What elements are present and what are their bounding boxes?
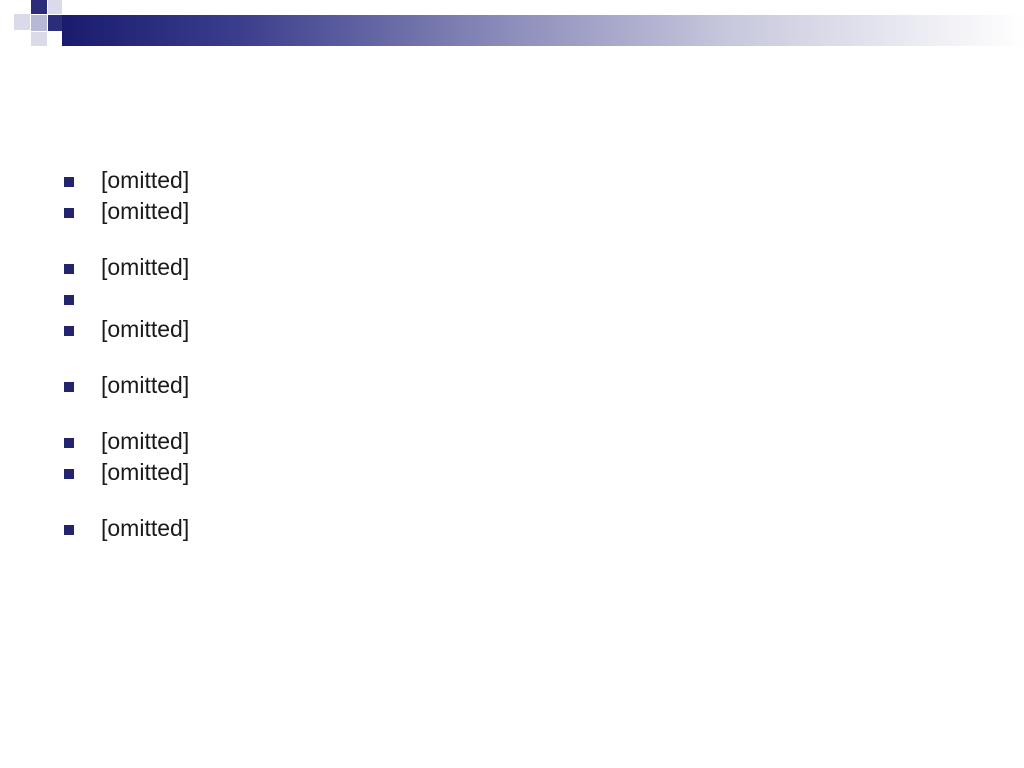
bullet-item [62, 460, 942, 485]
bullet-item [62, 317, 942, 342]
header-decoration [0, 0, 1024, 48]
square-bullet-icon [64, 438, 74, 448]
bullet-text: [omitted] [101, 316, 190, 342]
bullet-item [62, 516, 942, 541]
bullet-item [62, 199, 942, 224]
bullet-item [62, 373, 942, 398]
bullet-item-empty [62, 286, 942, 311]
square-bullet-icon [64, 326, 74, 336]
square-bullet-icon [64, 469, 74, 479]
header-gradient-bar [62, 15, 1024, 46]
bullet-item [62, 429, 942, 454]
deco-square [48, 15, 62, 31]
bullet-text [101, 286, 942, 311]
bullet-text: [omitted] [101, 167, 190, 193]
deco-square [31, 15, 47, 31]
square-bullet-icon [64, 295, 74, 305]
bullet-list [62, 168, 942, 541]
bullet-text: [omitted] [101, 428, 190, 454]
bullet-item [62, 168, 942, 193]
deco-square [31, 32, 47, 46]
bullet-text: [omitted] [101, 372, 190, 398]
deco-square [14, 32, 30, 46]
square-bullet-icon [64, 264, 74, 274]
bullet-text: [omitted] [101, 515, 190, 541]
bullet-text: [omitted] [101, 459, 190, 485]
square-bullet-icon [64, 525, 74, 535]
deco-square [14, 14, 30, 30]
bullet-text: [omitted] [101, 254, 190, 280]
square-bullet-icon [64, 382, 74, 392]
deco-square [48, 0, 62, 14]
bullet-text: [omitted] [101, 198, 190, 224]
square-bullet-icon [64, 177, 74, 187]
deco-square [31, 0, 47, 14]
bullet-item [62, 255, 942, 280]
square-bullet-icon [64, 208, 74, 218]
